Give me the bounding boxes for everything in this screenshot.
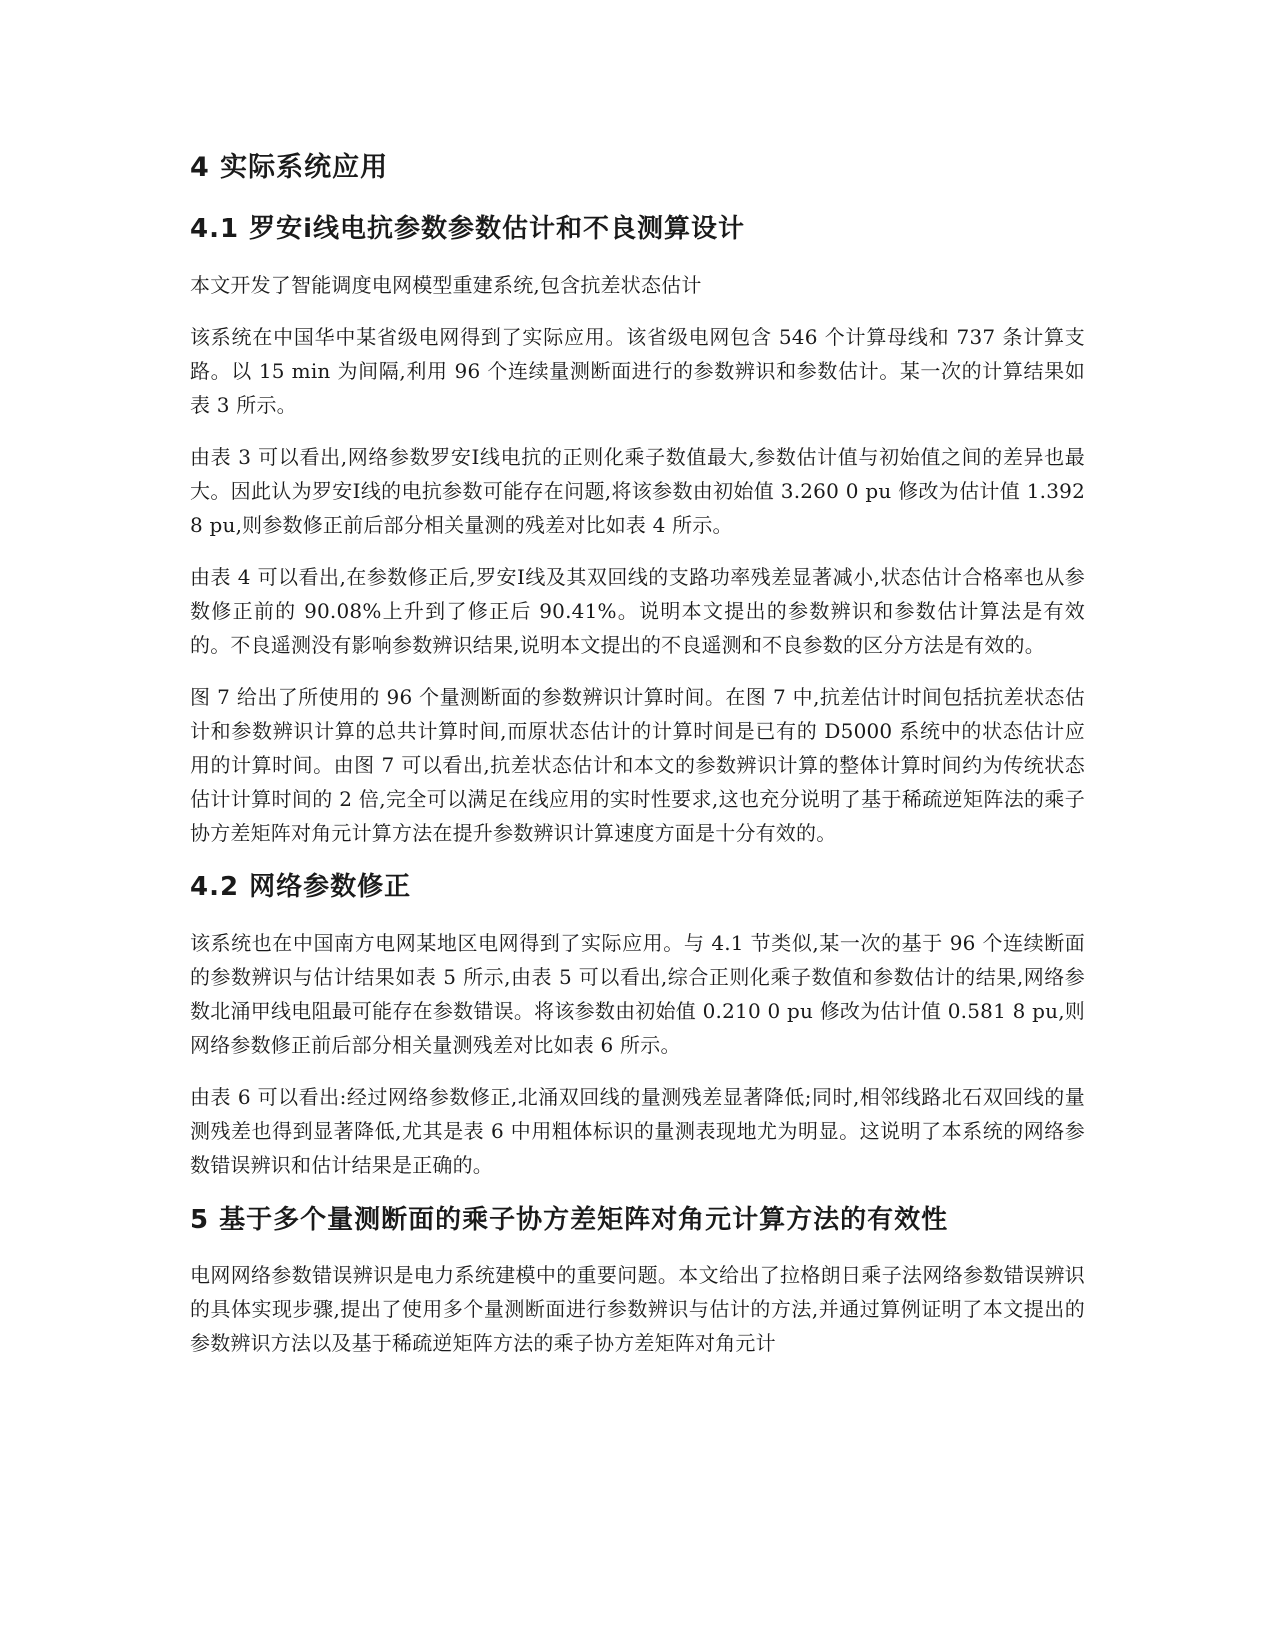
paragraph: 由表 6 可以看出:经过网络参数修正,北涌双回线的量测残差显著降低;同时,相邻线路北石双回线的量测残差也得到显著降低,尤其是表 6 中用粗体标识的量测表现地尤为明显。这说明了本系统的网络参数错误辨识和估计结果是正确的。 [190, 1085, 1085, 1177]
paragraph: 由表 4 可以看出,在参数修正后,罗安Ⅰ线及其双回线的支路功率残差显著减小,状态估计合格率也从参数修正前的 90.08%上升到了修正后 90.41%。说明本文提出的参数辨识和参数估计算法是有效的。不良遥测没有影响参数辨识结果,说明本文提出的不良遥测和不良参数的区分方法是有效的。 [190, 565, 1085, 657]
document-page [190, 148, 1085, 1378]
section-4-1-heading: 4.1 罗安ⅰ线电抗参数参数估计和不良测算设计 [190, 214, 746, 244]
paragraph: 该系统也在中国南方电网某地区电网得到了实际应用。与 4.1 节类似,某一次的基于 96 个连续断面的参数辨识与估计结果如表 5 所示,由表 5 可以看出,综合正则化乘子数值和参数估计的结果,网络参数北涌甲线电阻最可能存在参数错误。将该参数由初始值 0.210 0 pu 修改为估计值 0.581 8 pu,则网络参数修正前后部分相关量测残差对比如表 6 所示。 [190, 931, 1085, 1057]
paragraph: 本文开发了智能调度电网模型重建系统,包含抗差状态估计 [190, 273, 702, 297]
section-4-2-heading: 4.2 网络参数修正 [190, 872, 412, 902]
paragraph: 图 7 给出了所使用的 96 个量测断面的参数辨识计算时间。在图 7 中,抗差估计时间包括抗差状态估计和参数辨识计算的总共计算时间,而原状态估计的计算时间是已有的 D5000 系统中的状态估计应用的计算时间。由图 7 可以看出,抗差状态估计和本文的参数辨识计算的整体计算时间约为传统状态估计计算时间的 2 倍,完全可以满足在线应用的实时性要求,这也充分说明了基于稀疏逆矩阵法的乘子协方差矩阵对角元计算方法在提升参数辨识计算速度方面是十分有效的。 [190, 685, 1085, 845]
paragraph: 由表 3 可以看出,网络参数罗安Ⅰ线电抗的正则化乘子数值最大,参数估计值与初始值之间的差异也最大。因此认为罗安Ⅰ线的电抗参数可能存在问题,将该参数由初始值 3.260 0 pu 修改为估计值 1.392 8 pu,则参数修正前后部分相关量测的残差对比如表 4 所示。 [190, 445, 1085, 537]
section-5-heading: 5 基于多个量测断面的乘子协方差矩阵对角元计算方法的有效性 [190, 1205, 949, 1235]
paragraph: 该系统在中国华中某省级电网得到了实际应用。该省级电网包含 546 个计算母线和 737 条计算支路。以 15 min 为间隔,利用 96 个连续量测断面进行的参数辨识和参数估计。某一次的计算结果如表 3 所示。 [190, 325, 1085, 417]
section-4-heading: 4 实际系统应用 [190, 152, 389, 183]
paragraph: 电网网络参数错误辨识是电力系统建模中的重要问题。本文给出了拉格朗日乘子法网络参数错误辨识的具体实现步骤,提出了使用多个量测断面进行参数辨识与估计的方法,并通过算例证明了本文提出的参数辨识方法以及基于稀疏逆矩阵方法的乘子协方差矩阵对角元计 [190, 1263, 1085, 1355]
